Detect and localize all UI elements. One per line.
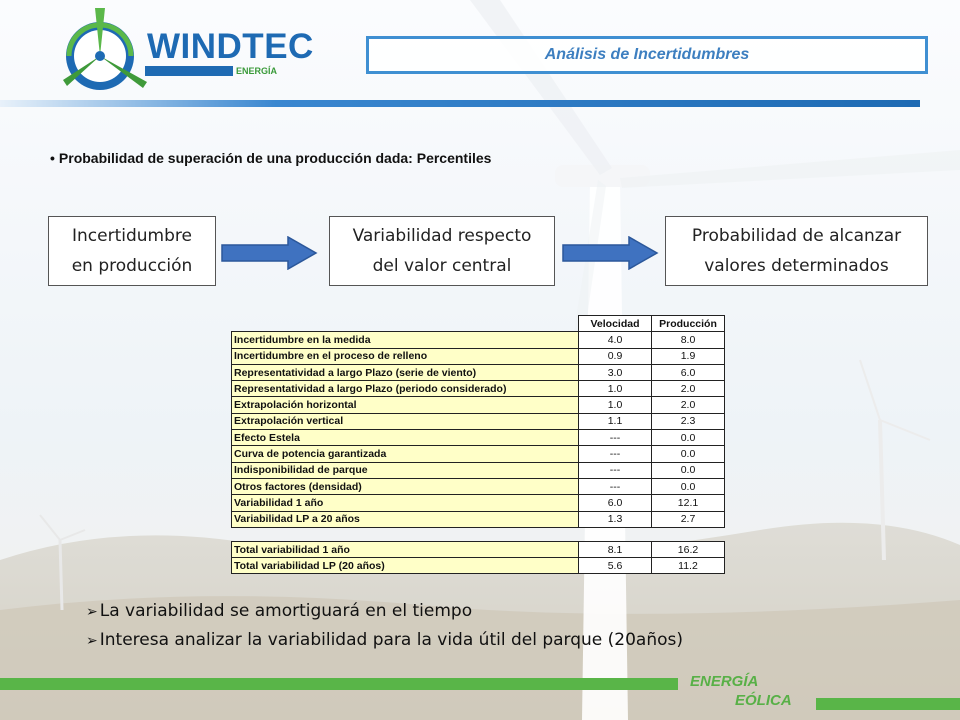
slide-title: Análisis de Incertidumbres xyxy=(366,36,928,74)
row-produccion: 0.0 xyxy=(652,478,725,494)
row-label: Indisponibilidad de parque xyxy=(232,462,579,478)
table-row xyxy=(232,478,725,494)
row-label: Incertidumbre en la medida xyxy=(232,332,579,348)
row-velocidad: --- xyxy=(579,462,652,478)
table-row xyxy=(232,381,725,397)
table-total-row xyxy=(232,541,725,557)
row-produccion: 2.3 xyxy=(652,413,725,429)
table-row xyxy=(232,511,725,527)
footer-bar-right xyxy=(816,698,960,710)
table-row xyxy=(232,462,725,478)
process-box-label: Variabilidad respecto del valor central xyxy=(352,226,532,276)
total-velocidad: 5.6 xyxy=(579,558,652,574)
process-box-label: Incertidumbre en producción xyxy=(71,226,193,276)
table-row xyxy=(232,332,725,348)
logo-subtitle: ENERGÍA xyxy=(236,66,278,76)
row-velocidad: 3.0 xyxy=(579,364,652,380)
row-produccion: 0.0 xyxy=(652,462,725,478)
row-velocidad: 0.9 xyxy=(579,348,652,364)
row-produccion: 0.0 xyxy=(652,446,725,462)
bullet-text: Probabilidad de superación de una producción dada: Percentiles xyxy=(58,150,492,166)
row-label: Representatividad a largo Plazo (periodo considerado) xyxy=(232,381,579,397)
footer-text-energia: ENERGÍA xyxy=(690,673,759,690)
row-label: Extrapolación horizontal xyxy=(232,397,579,413)
total-produccion: 11.2 xyxy=(652,558,725,574)
row-produccion: 2.0 xyxy=(652,381,725,397)
row-velocidad: 1.0 xyxy=(579,381,652,397)
row-label: Otros factores (densidad) xyxy=(232,478,579,494)
row-produccion: 2.0 xyxy=(652,397,725,413)
table-row xyxy=(232,397,725,413)
row-label: Variabilidad LP a 20 años xyxy=(232,511,579,527)
logo-wordmark: WINDTEC xyxy=(147,27,314,66)
table-row xyxy=(232,413,725,429)
row-produccion: 12.1 xyxy=(652,495,725,511)
header-divider xyxy=(0,100,920,107)
total-label: Total variabilidad 1 año xyxy=(232,541,579,557)
process-box-incertidumbre xyxy=(48,216,216,286)
row-velocidad: --- xyxy=(579,478,652,494)
row-produccion: 1.9 xyxy=(652,348,725,364)
row-label: Curva de potencia garantizada xyxy=(232,446,579,462)
row-velocidad: 4.0 xyxy=(579,332,652,348)
table-header-row xyxy=(232,316,725,332)
column-header-produccion: Producción xyxy=(652,316,725,332)
table-row xyxy=(232,495,725,511)
right-arrow-icon xyxy=(220,236,318,270)
row-produccion: 2.7 xyxy=(652,511,725,527)
bullet-point xyxy=(50,150,491,166)
footer-text-eolica: EÓLICA xyxy=(735,692,792,709)
row-label: Extrapolación vertical xyxy=(232,413,579,429)
process-box-probabilidad xyxy=(665,216,928,286)
row-label: Variabilidad 1 año xyxy=(232,495,579,511)
total-label: Total variabilidad LP (20 años) xyxy=(232,558,579,574)
logo-underline xyxy=(145,66,233,76)
table-total-row xyxy=(232,558,725,574)
bullet-dot-icon: • xyxy=(50,150,55,166)
row-produccion: 8.0 xyxy=(652,332,725,348)
row-produccion: 6.0 xyxy=(652,364,725,380)
row-velocidad: 1.1 xyxy=(579,413,652,429)
table-header-empty xyxy=(232,316,579,332)
row-velocidad: 6.0 xyxy=(579,495,652,511)
row-velocidad: 1.0 xyxy=(579,397,652,413)
process-box-label: Probabilidad de alcanzar valores determinados xyxy=(691,226,902,276)
check-arrow-icon: ➢ xyxy=(86,633,98,649)
table-row xyxy=(232,364,725,380)
conclusion-text: Interesa analizar la variabilidad para la vida útil del parque (20años) xyxy=(99,630,684,650)
check-arrow-icon: ➢ xyxy=(86,604,98,620)
row-velocidad: 1.3 xyxy=(579,511,652,527)
footer-bar xyxy=(0,678,678,690)
row-velocidad: --- xyxy=(579,446,652,462)
total-velocidad: 8.1 xyxy=(579,541,652,557)
column-header-velocidad: Velocidad xyxy=(579,316,652,332)
process-box-variabilidad xyxy=(329,216,555,286)
right-arrow-icon xyxy=(561,236,659,270)
table-row xyxy=(232,430,725,446)
turbine-logo-icon xyxy=(55,8,155,98)
total-produccion: 16.2 xyxy=(652,541,725,557)
row-label: Incertidumbre en el proceso de relleno xyxy=(232,348,579,364)
row-label: Representatividad a largo Plazo (serie de viento) xyxy=(232,364,579,380)
row-velocidad: --- xyxy=(579,430,652,446)
conclusion-item xyxy=(86,601,472,621)
conclusion-text: La variabilidad se amortiguará en el tiempo xyxy=(99,601,473,621)
uncertainty-table xyxy=(231,315,729,574)
table-row xyxy=(232,446,725,462)
row-produccion: 0.0 xyxy=(652,430,725,446)
table-spacer xyxy=(232,527,725,541)
row-label: Efecto Estela xyxy=(232,430,579,446)
table-row xyxy=(232,348,725,364)
conclusion-item xyxy=(86,630,683,650)
